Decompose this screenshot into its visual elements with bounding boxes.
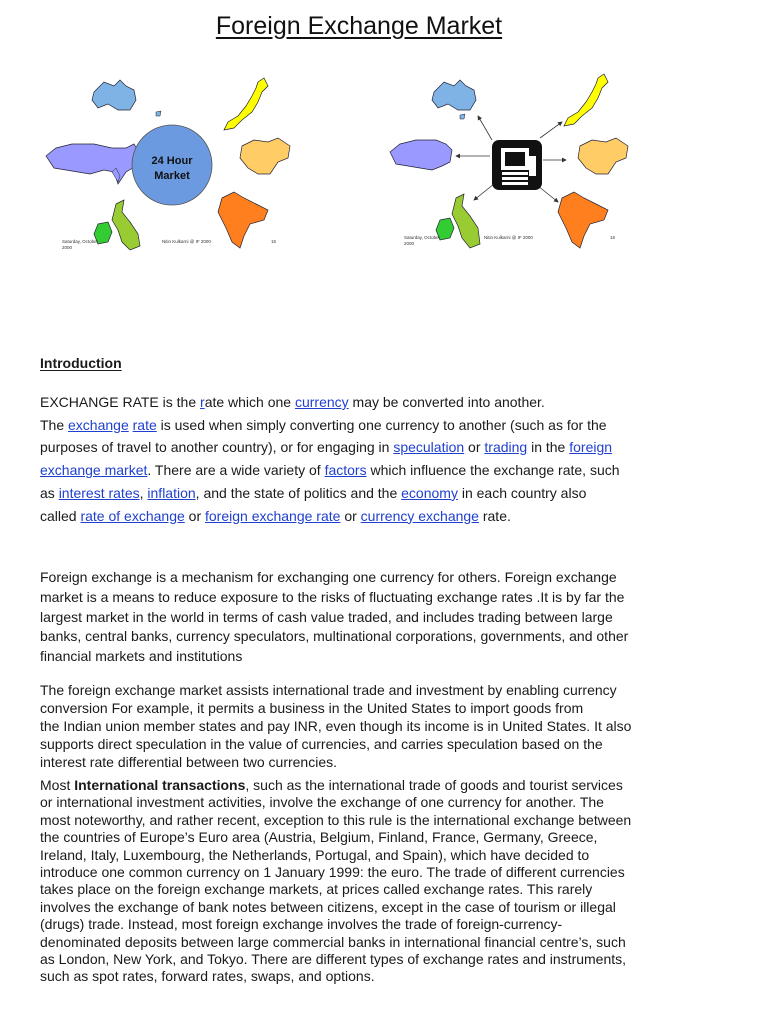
section-heading-introduction: Introduction (40, 355, 122, 371)
text-span: or (464, 439, 485, 456)
uk-map (452, 194, 480, 248)
slide-footer-author: Nitin Kulkarni @ IF 2000 (484, 235, 533, 240)
link-exchange[interactable]: exchange (68, 416, 129, 433)
india-map (218, 192, 268, 248)
paragraph-line: such as spot rates, forward rates, swaps, and options. (40, 968, 375, 985)
intro-paragraph (40, 391, 690, 527)
link-foreign-exchange-rate[interactable]: foreign exchange rate (205, 507, 341, 524)
paragraph-line: Foreign exchange is a mechanism for exchanging one currency for others. Foreign exchange (40, 569, 617, 585)
tasmania-map (460, 114, 465, 119)
australia-map (432, 80, 476, 110)
text-span: called (40, 507, 81, 524)
paragraph-line: market is a means to reduce exposure to the risks of fluctuating exchange rates .It is by far the (40, 588, 625, 605)
text-span: or (184, 507, 205, 524)
paragraph-line (40, 777, 690, 794)
text-span: is used when simply converting one currency to another (such as for the (156, 416, 607, 433)
paragraph-line: supports direct speculation in the value of currencies, and carries speculation based on the (40, 736, 603, 752)
text-span: or (340, 507, 361, 524)
link-rate-letter[interactable]: r (200, 394, 205, 410)
paragraph-line: denominated deposits between large commercial banks in international financial centre’s, such (40, 933, 626, 950)
link-foreign-exchange-market[interactable]: foreign (569, 439, 613, 456)
usa-map (390, 140, 452, 170)
paragraph-line: introduce one common currency on 1 January 1999: the euro. The trade of different currencies (40, 864, 625, 881)
bold-term: International transactions (74, 777, 246, 793)
slide-image-24-hour-market (42, 72, 304, 262)
intro-line (40, 391, 690, 414)
paragraph-line: banks, central banks, currency speculators, multinational corporations, governments, and other (40, 628, 629, 645)
text-span: may be converted into another. (348, 394, 545, 410)
slide-footer-year: 2000 (404, 241, 415, 246)
text-span: , (139, 484, 148, 501)
paragraph-line: The foreign exchange market assists international trade and investment by enabling currency (40, 682, 617, 698)
link-economy[interactable]: economy (401, 484, 458, 501)
paragraph-line: (drugs) trade. Instead, most foreign exchange involves the trade of foreign-currency- (40, 916, 563, 933)
text-span: purposes of travel to another country), or for engaging in (40, 439, 394, 456)
link-factors[interactable]: factors (324, 462, 367, 479)
slide-footer-author: Nitin Kulkarni @ IF 2000 (162, 239, 211, 244)
intro-line (40, 414, 690, 437)
paragraph-line: takes place on the foreign exchange markets, at prices called exchange rates. This rarely (40, 881, 593, 898)
paragraph-line: involves the exchange of bank notes between citizens, except in the case of tourism or illegal (40, 898, 616, 915)
slide-footer-year: 2000 (62, 245, 73, 250)
world-map-graphic (42, 72, 304, 262)
intro-line (40, 482, 690, 505)
text-span: , and the state of politics and the (195, 484, 402, 501)
globe-label-line1: 24 Hour (151, 155, 193, 167)
arrow-to-uk (474, 184, 494, 200)
arrow-to-india (538, 186, 558, 202)
paragraph-line: as London, New York, and Tokyo. There are different types of exchange rates and instruments, (40, 951, 627, 968)
world-map-graphic (386, 72, 648, 262)
text-span: rate. (478, 507, 511, 524)
india-map (558, 192, 608, 248)
globe-label-line2: Market (154, 170, 190, 182)
japan-map (224, 78, 268, 130)
link-currency[interactable]: currency (294, 394, 349, 410)
text-span: as (40, 484, 59, 501)
slide-footer-page: 15 (271, 239, 277, 244)
link-interest-rates[interactable]: interest rates (58, 484, 140, 501)
paragraph-line: financial markets and institutions (40, 648, 243, 665)
arrow-to-japan (540, 122, 562, 138)
arrow-to-australia (478, 116, 492, 140)
text-span: EXCHANGE RATE is the (40, 394, 201, 410)
text-span: in the (527, 439, 570, 456)
paragraph-line: the Indian union member states and pay INR, even though its income is in United States. It also (40, 718, 632, 734)
paragraph-line: interest rate differential between two currencies. (40, 754, 338, 770)
slide-footer-date: Saturday, October (404, 235, 441, 240)
paragraph-international-transactions (40, 777, 690, 986)
link-rate[interactable]: rate (132, 416, 157, 433)
paragraph-line: largest market in the world in terms of cash value traded, and includes trading between large (40, 608, 613, 625)
japan-map (564, 74, 608, 126)
paragraph-line: conversion For example, it permits a business in the United States to import goods from (40, 700, 584, 716)
link-currency-exchange[interactable]: currency exchange (360, 507, 479, 524)
text-span: in each country also (457, 484, 587, 501)
text-span: The (40, 416, 69, 433)
link-foreign-exchange-market[interactable]: exchange market (40, 462, 148, 479)
link-inflation[interactable]: inflation (147, 484, 196, 501)
text-span: , such as the international trade of goods and tourist services (245, 777, 623, 793)
hongkong-map (578, 138, 628, 174)
australia-map (92, 80, 136, 110)
hongkong-map (240, 138, 290, 174)
intro-line (40, 505, 690, 528)
page-title: Foreign Exchange Market (215, 12, 503, 40)
slide-footer-date: Saturday, October (62, 239, 99, 244)
paragraph-trade-investment (40, 681, 690, 771)
text-span: Most (40, 777, 75, 793)
usa-map (46, 144, 140, 184)
intro-line (40, 459, 690, 482)
link-speculation[interactable]: speculation (393, 439, 465, 456)
link-rate-of-exchange[interactable]: rate of exchange (80, 507, 185, 524)
tasmania-map (156, 111, 161, 116)
paragraph-line: most noteworthy, and rather recent, exception to this rule is the international exchange between (40, 811, 632, 828)
paragraph-line: or international investment activities, involve the exchange of one currency for another. The (40, 794, 604, 811)
slide-footer-page: 16 (610, 235, 616, 240)
paragraph-line: the countries of Europe’s Euro area (Austria, Belgium, Finland, France, Germany, Greece, (40, 829, 598, 846)
computer-terminal-icon (492, 140, 542, 190)
paragraph-line: Ireland, Italy, Luxembourg, the Netherlands, Portugal, and Spain), which have decided to (40, 846, 590, 863)
intro-line (40, 436, 690, 459)
uk-map (112, 200, 140, 250)
link-trading[interactable]: trading (484, 439, 528, 456)
paragraph-foreign-exchange-mechanism (40, 568, 690, 667)
slide-image-trading-hub (386, 72, 648, 262)
text-span: which influence the exchange rate, such (366, 462, 620, 479)
text-span: ate which one (204, 394, 295, 410)
text-span: . There are a wide variety of (147, 462, 325, 479)
